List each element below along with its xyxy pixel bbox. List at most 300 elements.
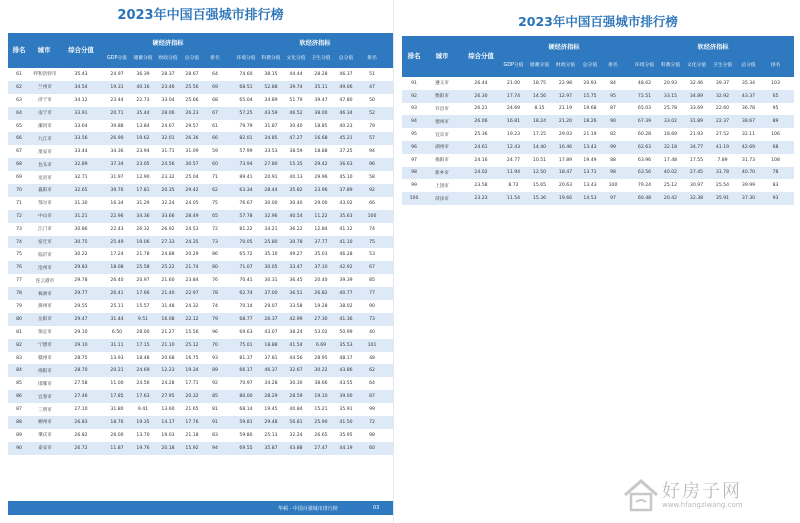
cell-gdp: 16.34: [110, 200, 124, 206]
cell-health: 23.96: [314, 187, 328, 193]
cell-health: 19.28: [314, 303, 328, 309]
cell-fiscal: 19.03: [161, 432, 175, 438]
cell-city: 保定市: [38, 330, 52, 336]
cell-soft-total: 37.25: [339, 149, 353, 155]
cell-hard-total: 21.74: [185, 265, 199, 271]
cell-savings: 22.73: [136, 97, 150, 103]
cell-savings: 40.16: [136, 84, 150, 90]
cell-city: 上饶市: [435, 183, 449, 189]
cell-hard-rank: 86: [212, 252, 218, 258]
table-row: [8, 248, 393, 261]
table-row: [8, 300, 393, 313]
cell-fiscal: 21.60: [161, 278, 175, 284]
cell-total: 24.16: [474, 157, 488, 163]
cell-total: 31.30: [74, 200, 88, 206]
cell-hard-rank: 59: [212, 149, 218, 155]
cell-env: 70.14: [239, 303, 253, 309]
cell-gdp: 18.76: [110, 419, 124, 425]
cell-gdp: 17.74: [506, 93, 521, 99]
table-row: [8, 274, 393, 287]
cell-gdp: 6.50: [111, 329, 123, 335]
cell-city: 漯河市: [38, 124, 52, 129]
cell-culture: 49.27: [289, 252, 303, 258]
cell-hard-total: 17.76: [185, 419, 199, 425]
table-row: [402, 192, 794, 205]
cell-health: 38.00: [314, 110, 328, 116]
cell-fiscal: 23.32: [161, 175, 175, 181]
cell-sci: 35.10: [264, 252, 278, 258]
cell-soft-total: 43.86: [339, 368, 353, 374]
cell-sci: 52.88: [264, 84, 278, 90]
cell-hard-rank: 67: [212, 110, 218, 116]
cell-rank: 98: [411, 170, 417, 176]
header-rank: 排名: [407, 52, 421, 60]
cell-fiscal: 27.33: [161, 239, 175, 245]
cell-fiscal: 17.89: [558, 157, 573, 163]
cell-env: 57.99: [239, 149, 253, 155]
cell-rank: 70: [16, 187, 22, 193]
table-row: [8, 145, 393, 158]
cell-total: 29.78: [74, 278, 88, 284]
table-row: [8, 442, 393, 455]
table-row: [402, 154, 794, 167]
cell-sci: 35.87: [264, 445, 278, 451]
cell-soft-total: 39.00: [339, 394, 353, 400]
cell-total: 33.91: [74, 110, 88, 116]
cell-gdp: 25.11: [110, 303, 124, 309]
cell-hard-total: 14.53: [583, 196, 597, 202]
cell-culture: 51.79: [289, 97, 303, 103]
header-city: 城市: [37, 46, 51, 54]
cell-hard-rank: 96: [212, 329, 218, 335]
cell-savings: 19.76: [136, 445, 150, 451]
cell-sci: 34.21: [264, 226, 278, 232]
cell-env: 60.48: [637, 196, 652, 202]
cell-city: 泰安市: [38, 446, 52, 452]
cell-gdp: 22.96: [110, 213, 124, 219]
cell-hard-rank: 88: [610, 157, 616, 163]
cell-hard-rank: 82: [610, 132, 616, 138]
cell-culture: 30.40: [289, 123, 303, 129]
header-hard-rank: 排名: [210, 56, 220, 61]
cell-soft-total: 36.63: [339, 162, 353, 168]
cell-env: 70.97: [239, 381, 253, 387]
cell-culture: 44.56: [289, 355, 303, 361]
cell-soft-total: 40.77: [339, 291, 353, 297]
cell-soft-total: 45.10: [339, 175, 353, 181]
cell-savings: 24.69: [136, 368, 150, 374]
header-hard-total: 总分值: [582, 63, 598, 68]
cell-soft-total: 35.34: [741, 80, 756, 86]
header-env: 环境分值: [236, 56, 256, 61]
cell-rank: 76: [16, 265, 22, 271]
cell-hard-total: 25.12: [185, 342, 199, 348]
cell-hard-total: 18.26: [583, 119, 597, 125]
cell-fiscal: 32.01: [161, 136, 175, 142]
cell-fiscal: 24.67: [161, 123, 175, 129]
cell-total: 30.75: [74, 239, 88, 245]
cell-fiscal: 22.98: [558, 80, 573, 86]
cell-culture: 30.40: [289, 200, 303, 206]
cell-env: 82.01: [239, 136, 253, 142]
cell-rank: 96: [411, 144, 417, 150]
cell-savings: 28.00: [136, 329, 150, 335]
cell-city: 遵义市: [435, 81, 449, 87]
cell-health: 29.96: [314, 175, 328, 181]
cell-total: 31.21: [74, 213, 88, 219]
cell-savings: 12.50: [532, 170, 547, 176]
cell-gdp: 34.36: [110, 149, 124, 155]
cell-hard-total: 25.04: [185, 175, 199, 181]
cell-env: 65.03: [637, 106, 652, 112]
header-soft-total: 总分值: [338, 56, 354, 61]
cell-gdp: 19.23: [506, 132, 521, 138]
cell-env: 70.41: [239, 278, 253, 284]
header-sci: 科教分值: [261, 56, 281, 61]
watermark-text: 好房子网: [662, 481, 742, 502]
header-culture: 文化分值: [686, 63, 707, 68]
cell-sci: 25.12: [663, 183, 678, 189]
cell-culture: 42.99: [289, 316, 303, 322]
cell-gdp: 23.44: [110, 97, 124, 103]
cell-gdp: 24.69: [506, 106, 521, 112]
cell-sci: 30.00: [264, 200, 278, 206]
cell-total: 32.65: [74, 187, 88, 193]
cell-sci: 26.37: [264, 316, 278, 322]
cell-total: 26.06: [474, 119, 488, 125]
cell-culture: 33.58: [289, 303, 303, 309]
cell-culture: 36.51: [289, 291, 303, 297]
cell-fiscal: 24.56: [161, 162, 175, 168]
cell-hard-rank: 100: [608, 183, 618, 189]
cell-env: 62.74: [239, 291, 253, 297]
cell-culture: 44.44: [289, 71, 303, 77]
cell-savings: 26.32: [136, 226, 150, 232]
cell-gdp: 20.71: [110, 110, 124, 116]
cell-soft-rank: 85: [369, 278, 375, 284]
site-watermark: [622, 477, 782, 517]
cell-sci: 38.15: [264, 71, 278, 77]
cell-city: 江门市: [38, 227, 52, 233]
cell-soft-total: 44.19: [339, 445, 353, 451]
cell-sci: 34.85: [264, 136, 278, 142]
cell-gdp: 19.31: [110, 84, 124, 90]
cell-hard-rank: 94: [212, 445, 218, 451]
cell-rank: 94: [411, 119, 417, 125]
cell-gdp: 17.85: [110, 394, 124, 400]
cell-hard-total: 29.42: [185, 187, 199, 193]
cell-savings: 18.48: [136, 355, 150, 361]
cell-total: 29.83: [74, 265, 88, 271]
cell-hard-rank: 68: [212, 97, 218, 103]
table-row: [402, 179, 794, 192]
cell-sci: 40.02: [663, 170, 678, 176]
cell-rank: 62: [16, 84, 22, 90]
table-header: [8, 33, 393, 68]
cell-soft-total: 41.12: [339, 226, 353, 232]
cell-hard-total: 19.49: [583, 157, 597, 163]
cell-env: 71.07: [239, 265, 253, 271]
cell-gdp: 24.77: [506, 157, 521, 163]
cell-hard-rank: 92: [212, 381, 218, 387]
table-row: [8, 94, 393, 107]
cell-soft-total: 31.73: [741, 157, 756, 163]
cell-rank: 78: [16, 291, 22, 297]
cell-city: 连云港市: [35, 278, 55, 284]
cell-soft-rank: 65: [772, 93, 779, 99]
table-row: [8, 261, 393, 274]
cell-city: 邯郸市: [38, 381, 52, 387]
cell-city: 湖州市: [435, 145, 449, 151]
cell-sci: 20.42: [663, 196, 678, 202]
cell-savings: 19.06: [136, 239, 150, 245]
cell-gdp: 21.00: [506, 80, 521, 86]
cell-savings: 9.41: [137, 407, 149, 413]
table-row: [402, 141, 794, 154]
cell-culture: 56.81: [289, 419, 303, 425]
cell-rank: 81: [16, 329, 22, 335]
table-row: [402, 167, 794, 180]
cell-soft-total: 46.28: [339, 252, 353, 258]
cell-soft-rank: 47: [369, 84, 375, 90]
cell-total: 27.46: [74, 394, 88, 400]
cell-soft-total: 32.11: [741, 132, 756, 138]
header-hard-group: 硬经济指标: [152, 40, 184, 47]
cell-health: 39.37: [715, 80, 730, 86]
header-sci: 科教分值: [660, 63, 681, 68]
cell-hard-total: 25.56: [185, 84, 199, 90]
header-fiscal: 财政分值: [158, 56, 178, 61]
cell-city: 沧州市: [38, 265, 52, 271]
cell-city: 德州市: [435, 119, 449, 125]
cell-soft-total: 49.06: [339, 84, 353, 90]
cell-health: 27.30: [314, 316, 328, 322]
cell-rank: 66: [16, 136, 22, 142]
cell-soft-total: 35.53: [339, 342, 353, 348]
cell-rank: 71: [16, 200, 22, 206]
cell-hard-total: 24.35: [185, 239, 199, 245]
cell-hard-rank: 72: [212, 226, 218, 232]
cell-hard-total: 26.36: [185, 136, 199, 142]
cell-health: 7.89: [717, 157, 728, 163]
cell-fiscal: 21.27: [161, 329, 175, 335]
cell-fiscal: 13.60: [161, 407, 175, 413]
page-number: 03: [373, 505, 380, 511]
table-row: [8, 352, 393, 365]
cell-hard-rank: 90: [610, 119, 616, 125]
cell-env: 59.80: [239, 432, 253, 438]
cell-env: 68.14: [239, 407, 253, 413]
cell-culture: 40.84: [289, 407, 303, 413]
page-right: [402, 8, 794, 278]
cell-sci: 31.87: [264, 123, 278, 129]
cell-sci: 25.80: [264, 239, 278, 245]
cell-env: 66.17: [239, 368, 253, 374]
cell-savings: 31.29: [136, 200, 150, 206]
cell-health: 22.37: [715, 119, 730, 125]
table-row: [8, 429, 393, 442]
cell-rank: 63: [16, 97, 22, 103]
cell-hard-total: 15.56: [185, 329, 199, 335]
cell-fiscal: 31.48: [161, 303, 175, 309]
cell-rank: 72: [16, 213, 22, 219]
cell-savings: 17.15: [136, 342, 150, 348]
cell-soft-total: 36.78: [741, 106, 756, 112]
header-culture: 文化分值: [286, 56, 306, 61]
cell-health: 18.85: [314, 123, 328, 129]
cell-rank: 65: [16, 123, 22, 129]
cell-culture: 21.93: [689, 132, 704, 138]
cell-sci: 18.88: [264, 342, 278, 348]
table-row: [402, 128, 794, 141]
cell-culture: 38.59: [289, 149, 303, 155]
cell-sci: 33.53: [264, 149, 278, 155]
cell-total: 30.86: [74, 226, 88, 232]
cell-env: 76.67: [239, 200, 253, 206]
cell-env: 69.55: [239, 445, 253, 451]
table-row: [402, 90, 794, 103]
cell-culture: 33.47: [289, 265, 303, 271]
cell-rank: 97: [411, 157, 417, 163]
header-soft-rank: 排名: [770, 63, 781, 68]
cell-hard-rank: 64: [212, 71, 218, 77]
cell-rank: 86: [16, 394, 22, 400]
cell-sci: 37.81: [264, 355, 278, 361]
cell-fiscal: 21.20: [558, 119, 573, 125]
cell-culture: 34.89: [689, 93, 704, 99]
cell-gdp: 12.43: [506, 144, 521, 150]
cell-fiscal: 20.35: [161, 187, 175, 193]
cell-city: 岳阳市: [38, 317, 52, 323]
cell-fiscal: 21.40: [161, 291, 175, 297]
cell-health: 27.52: [715, 132, 730, 138]
cell-hard-total: 20.93: [583, 80, 597, 86]
cell-total: 26.44: [474, 80, 488, 86]
cell-hard-total: 19.34: [185, 368, 199, 374]
cell-gdp: 17.24: [110, 252, 124, 258]
cell-fiscal: 21.19: [558, 106, 573, 112]
cell-soft-total: 39.99: [741, 183, 756, 189]
cell-gdp: 31.80: [110, 407, 124, 413]
cell-sci: 17.48: [663, 157, 678, 163]
cell-gdp: 37.34: [110, 162, 124, 168]
table-body-left: [8, 68, 393, 455]
cell-city: 衡阳市: [435, 94, 449, 100]
cell-fiscal: 24.28: [161, 381, 175, 387]
footer-text: 华顿 · 中国百强城市排行榜: [278, 506, 338, 512]
cell-env: 68.77: [239, 316, 253, 322]
cell-total: 33.64: [74, 123, 88, 129]
cell-city: 株洲市: [38, 291, 52, 297]
cell-health: 29.42: [314, 162, 328, 168]
cell-soft-rank: 72: [369, 419, 375, 425]
cell-fiscal: 31.71: [161, 149, 175, 155]
cell-city: 新乡市: [435, 170, 449, 176]
cell-savings: 15.65: [532, 183, 547, 189]
cell-hard-total: 15.92: [185, 445, 199, 451]
header-savings: 储蓄分值: [529, 63, 550, 68]
cell-total: 33.44: [74, 149, 88, 155]
cell-fiscal: 12.97: [558, 93, 573, 99]
cell-rank: 75: [16, 252, 22, 258]
cell-rank: 67: [16, 149, 22, 155]
cell-fiscal: 27.95: [161, 394, 175, 400]
cell-fiscal: 33.66: [161, 213, 175, 219]
cell-soft-rank: 93: [772, 196, 779, 202]
cell-rank: 69: [16, 175, 22, 181]
cell-soft-rank: 67: [369, 265, 375, 271]
cell-sci: 19.45: [264, 407, 278, 413]
cell-env: 73.94: [239, 162, 253, 168]
cell-rank: 77: [16, 278, 22, 284]
cell-city: 宿迁市: [38, 240, 52, 246]
cell-hard-total: 20.29: [185, 252, 199, 258]
header-hard-total: 总分值: [184, 56, 200, 61]
cell-hard-rank: 83: [212, 432, 218, 438]
cell-sci: 34.28: [264, 381, 278, 387]
cell-fiscal: 32.24: [161, 200, 175, 206]
cell-hard-rank: 93: [212, 355, 218, 361]
cell-hard-rank: 91: [212, 419, 218, 425]
cell-savings: 15.57: [136, 303, 150, 309]
cell-total: 30.22: [74, 252, 88, 258]
table-row: [8, 81, 393, 94]
cell-soft-rank: 64: [369, 381, 375, 387]
cell-health: 25.90: [314, 419, 328, 425]
cell-total: 24.02: [474, 170, 488, 176]
cell-culture: 46.52: [289, 110, 303, 116]
cell-fiscal: 26.92: [161, 226, 175, 232]
cell-total: 29.10: [74, 342, 88, 348]
cell-hard-total: 29.57: [185, 123, 199, 129]
cell-health: 28.95: [314, 355, 328, 361]
cell-env: 81.37: [239, 355, 253, 361]
cell-city: 南宁市: [38, 111, 52, 117]
cell-gdp: 25.49: [110, 239, 124, 245]
cell-hard-rank: 78: [212, 291, 218, 297]
cell-soft-total: 41.50: [339, 419, 353, 425]
cell-city: 兰州市: [38, 85, 52, 91]
cell-env: 80.00: [239, 394, 253, 400]
cell-health: 27.47: [314, 445, 328, 451]
table-row: [8, 107, 393, 120]
cell-hard-rank: 74: [212, 303, 218, 309]
table-row: [8, 184, 393, 197]
cell-soft-rank: 83: [772, 183, 779, 189]
header-hard-group: 硬经济指标: [548, 44, 580, 51]
cell-savings: 9.51: [137, 316, 149, 322]
cell-culture: 34.77: [689, 144, 704, 150]
cell-soft-total: 43.55: [339, 381, 353, 387]
page-title: 2023年中国百强城市排行榜: [117, 8, 284, 23]
cell-hard-total: 24.32: [185, 303, 199, 309]
cell-total: 29.77: [74, 291, 88, 297]
cell-gdp: 22.43: [110, 226, 124, 232]
cell-savings: 36.39: [136, 71, 150, 77]
table-row: [8, 171, 393, 184]
cell-hard-rank: 85: [212, 394, 218, 400]
table-row: [8, 68, 393, 81]
cell-total: 27.10: [74, 407, 88, 413]
cell-culture: 17.55: [689, 157, 704, 163]
cell-savings: 21.78: [136, 252, 150, 258]
cell-hard-rank: 84: [610, 80, 616, 86]
cell-hard-rank: 99: [610, 144, 616, 150]
cell-soft-rank: 100: [367, 213, 377, 219]
cell-soft-rank: 95: [772, 106, 779, 112]
page-left: [8, 0, 394, 523]
cell-rank: 95: [411, 132, 417, 138]
